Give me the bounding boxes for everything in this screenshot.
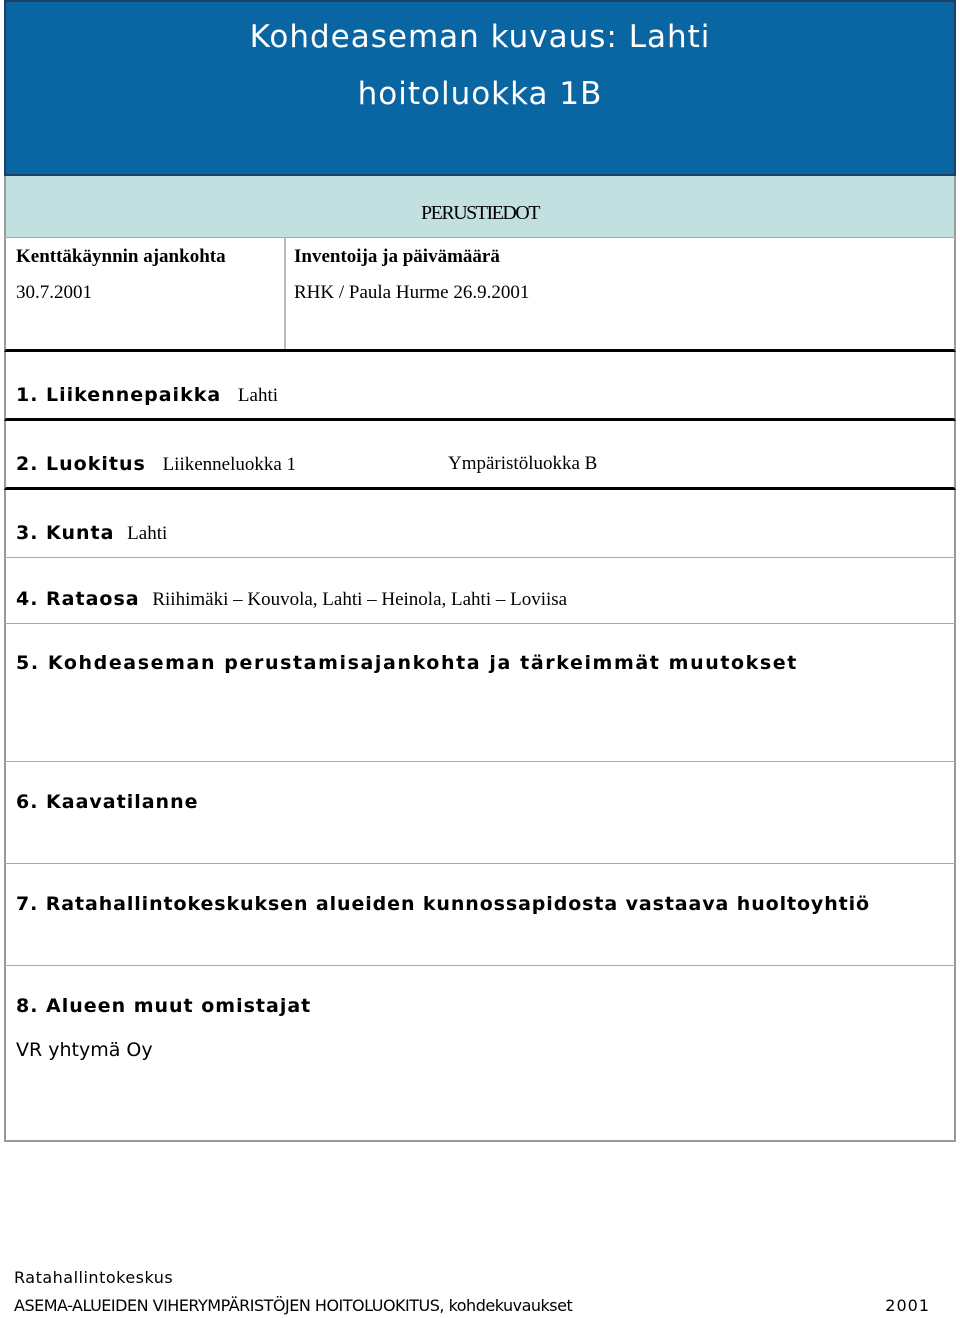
document-title: Kohdeaseman kuvaus: Lahti	[249, 19, 711, 55]
section-4-label: 4. Rataosa	[16, 588, 140, 610]
section-5	[4, 624, 956, 762]
section-8	[4, 966, 956, 1142]
section-3-label: 3. Kunta	[16, 522, 115, 544]
section-8-label: 8. Alueen muut omistajat	[16, 995, 312, 1017]
section-1	[4, 352, 956, 421]
visit-date-cell	[6, 238, 286, 349]
visit-date-label: Kenttäkäynnin ajankohta	[16, 246, 226, 267]
document-subtitle: hoitoluokka 1B	[357, 76, 603, 112]
section-6-label: 6. Kaavatilanne	[16, 791, 199, 813]
footer-publication: ASEMA-ALUEIDEN VIHERYMPÄRISTÖJEN HOITOLUOKITUS, kohdekuvaukset	[14, 1296, 573, 1315]
section-4	[4, 558, 956, 624]
section-5-label: 5. Kohdeaseman perustamisajankohta ja tärkeimmät muutokset	[16, 652, 798, 674]
section-8-value: VR yhtymä Oy	[16, 1039, 153, 1061]
section-4-value: Riihimäki – Kouvola, Lahti – Heinola, Lahti – Loviisa	[152, 589, 568, 610]
section-7-label: 7. Ratahallintokeskuksen alueiden kunnossapidosta vastaava huoltoyhtiö	[16, 893, 870, 915]
footer-year: 2001	[885, 1296, 930, 1315]
section-3-value: Lahti	[127, 523, 168, 544]
basic-info-band	[4, 176, 956, 238]
basic-info-heading: PERUSTIEDOT	[421, 202, 539, 224]
visit-date-value: 30.7.2001	[16, 282, 92, 303]
inventory-value: RHK / Paula Hurme 26.9.2001	[294, 282, 530, 303]
basic-info-table	[4, 238, 956, 352]
section-2-label: 2. Luokitus	[16, 453, 146, 475]
section-1-label: 1. Liikennepaikka	[16, 384, 222, 406]
section-2	[4, 421, 956, 490]
section-2-value-1: Liikenneluokka 1	[162, 454, 297, 475]
section-6	[4, 762, 956, 864]
section-7	[4, 864, 956, 966]
section-1-value: Lahti	[237, 385, 279, 406]
section-3	[4, 490, 956, 558]
section-2-value-2: Ympäristöluokka B	[448, 453, 598, 474]
document-header	[4, 0, 956, 176]
inventory-label: Inventoija ja päivämäärä	[294, 246, 500, 267]
footer-organization: Ratahallintokeskus	[14, 1268, 174, 1287]
